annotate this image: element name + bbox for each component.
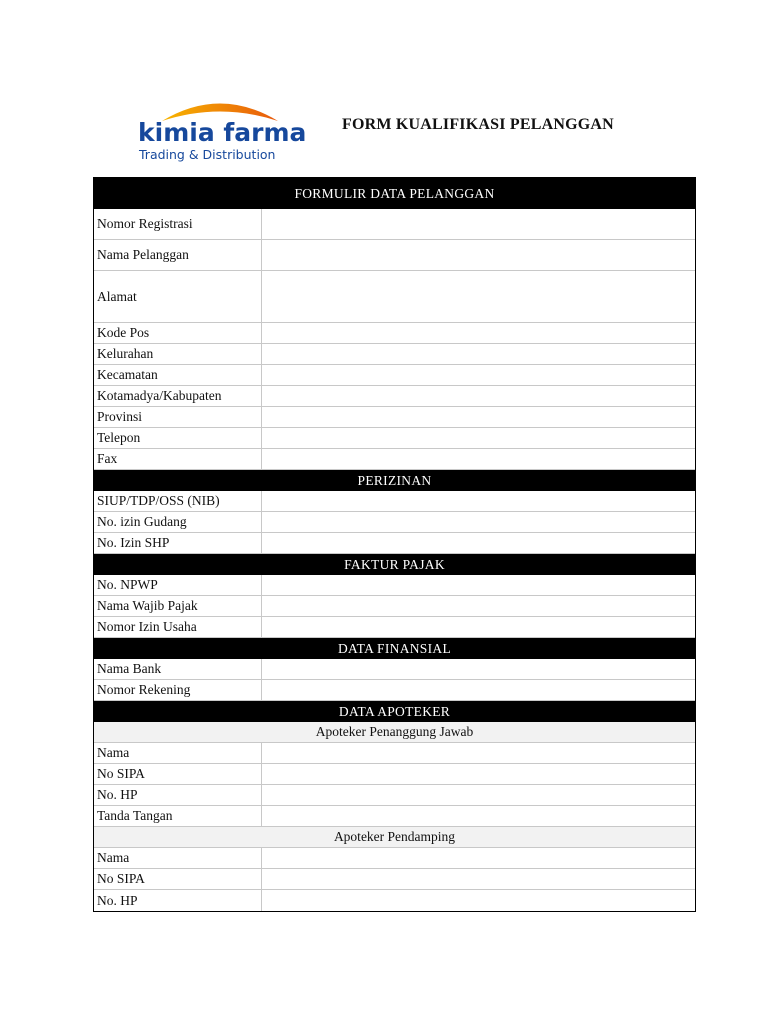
form-row <box>94 785 695 806</box>
field-label: No. HP <box>94 785 262 805</box>
form-row <box>94 659 695 680</box>
field-value-cell[interactable] <box>262 890 695 911</box>
field-value-cell[interactable] <box>262 596 695 616</box>
field-label: No. NPWP <box>94 575 262 595</box>
field-value-cell[interactable] <box>262 806 695 826</box>
field-value-cell[interactable] <box>262 491 695 511</box>
field-value-cell[interactable] <box>262 743 695 763</box>
section-header: FORMULIR DATA PELANGGAN <box>94 178 695 209</box>
form-row <box>94 365 695 386</box>
form-row <box>94 407 695 428</box>
section-header: PERIZINAN <box>94 470 695 491</box>
field-label: Nama <box>94 848 262 868</box>
field-value-cell[interactable] <box>262 386 695 406</box>
field-label: Nama Wajib Pajak <box>94 596 262 616</box>
field-label: Telepon <box>94 428 262 448</box>
logo-tagline: Trading & Distribution <box>139 147 276 162</box>
field-value-cell[interactable] <box>262 209 695 239</box>
field-value-cell[interactable] <box>262 449 695 469</box>
field-label: Alamat <box>94 271 262 322</box>
company-logo <box>132 96 307 166</box>
form-row <box>94 533 695 554</box>
field-label: Tanda Tangan <box>94 806 262 826</box>
field-label: Nomor Izin Usaha <box>94 617 262 637</box>
field-value-cell[interactable] <box>262 323 695 343</box>
field-value-cell[interactable] <box>262 575 695 595</box>
form-row <box>94 344 695 365</box>
form-row <box>94 764 695 785</box>
section-header: DATA APOTEKER <box>94 701 695 722</box>
field-label: Nomor Registrasi <box>94 209 262 239</box>
subsection-header: Apoteker Pendamping <box>94 827 695 848</box>
field-value-cell[interactable] <box>262 240 695 270</box>
form-row <box>94 596 695 617</box>
field-value-cell[interactable] <box>262 344 695 364</box>
field-value-cell[interactable] <box>262 407 695 427</box>
form-row <box>94 575 695 596</box>
form-row <box>94 680 695 701</box>
form-row <box>94 209 695 240</box>
field-label: No. Izin SHP <box>94 533 262 553</box>
form-row <box>94 848 695 869</box>
field-label: Kode Pos <box>94 323 262 343</box>
form-row <box>94 428 695 449</box>
form-row <box>94 271 695 323</box>
field-value-cell[interactable] <box>262 533 695 553</box>
field-value-cell[interactable] <box>262 428 695 448</box>
field-label: No SIPA <box>94 869 262 889</box>
form-row <box>94 491 695 512</box>
field-value-cell[interactable] <box>262 680 695 700</box>
form-row <box>94 743 695 764</box>
customer-form-table <box>93 177 696 912</box>
form-row <box>94 617 695 638</box>
form-row <box>94 806 695 827</box>
field-label: Provinsi <box>94 407 262 427</box>
form-title: FORM KUALIFIKASI PELANGGAN <box>342 116 614 133</box>
field-label: SIUP/TDP/OSS (NIB) <box>94 491 262 511</box>
field-value-cell[interactable] <box>262 659 695 679</box>
field-value-cell[interactable] <box>262 785 695 805</box>
field-value-cell[interactable] <box>262 365 695 385</box>
logo-brand: kimia farma <box>138 118 307 147</box>
form-row <box>94 323 695 344</box>
section-header: FAKTUR PAJAK <box>94 554 695 575</box>
form-row <box>94 890 695 911</box>
form-row <box>94 386 695 407</box>
form-row <box>94 449 695 470</box>
field-label: No. izin Gudang <box>94 512 262 532</box>
field-label: Fax <box>94 449 262 469</box>
form-row <box>94 869 695 890</box>
field-value-cell[interactable] <box>262 848 695 868</box>
field-label: Nama Bank <box>94 659 262 679</box>
field-value-cell[interactable] <box>262 617 695 637</box>
field-label: No SIPA <box>94 764 262 784</box>
subsection-header: Apoteker Penanggung Jawab <box>94 722 695 743</box>
field-label: Nama Pelanggan <box>94 240 262 270</box>
form-row <box>94 512 695 533</box>
field-label: Kecamatan <box>94 365 262 385</box>
field-label: Kelurahan <box>94 344 262 364</box>
section-header: DATA FINANSIAL <box>94 638 695 659</box>
field-value-cell[interactable] <box>262 512 695 532</box>
field-value-cell[interactable] <box>262 869 695 889</box>
field-label: Nama <box>94 743 262 763</box>
form-row <box>94 240 695 271</box>
field-label: Kotamadya/Kabupaten <box>94 386 262 406</box>
field-value-cell[interactable] <box>262 271 695 322</box>
field-value-cell[interactable] <box>262 764 695 784</box>
field-label: No. HP <box>94 890 262 911</box>
field-label: Nomor Rekening <box>94 680 262 700</box>
